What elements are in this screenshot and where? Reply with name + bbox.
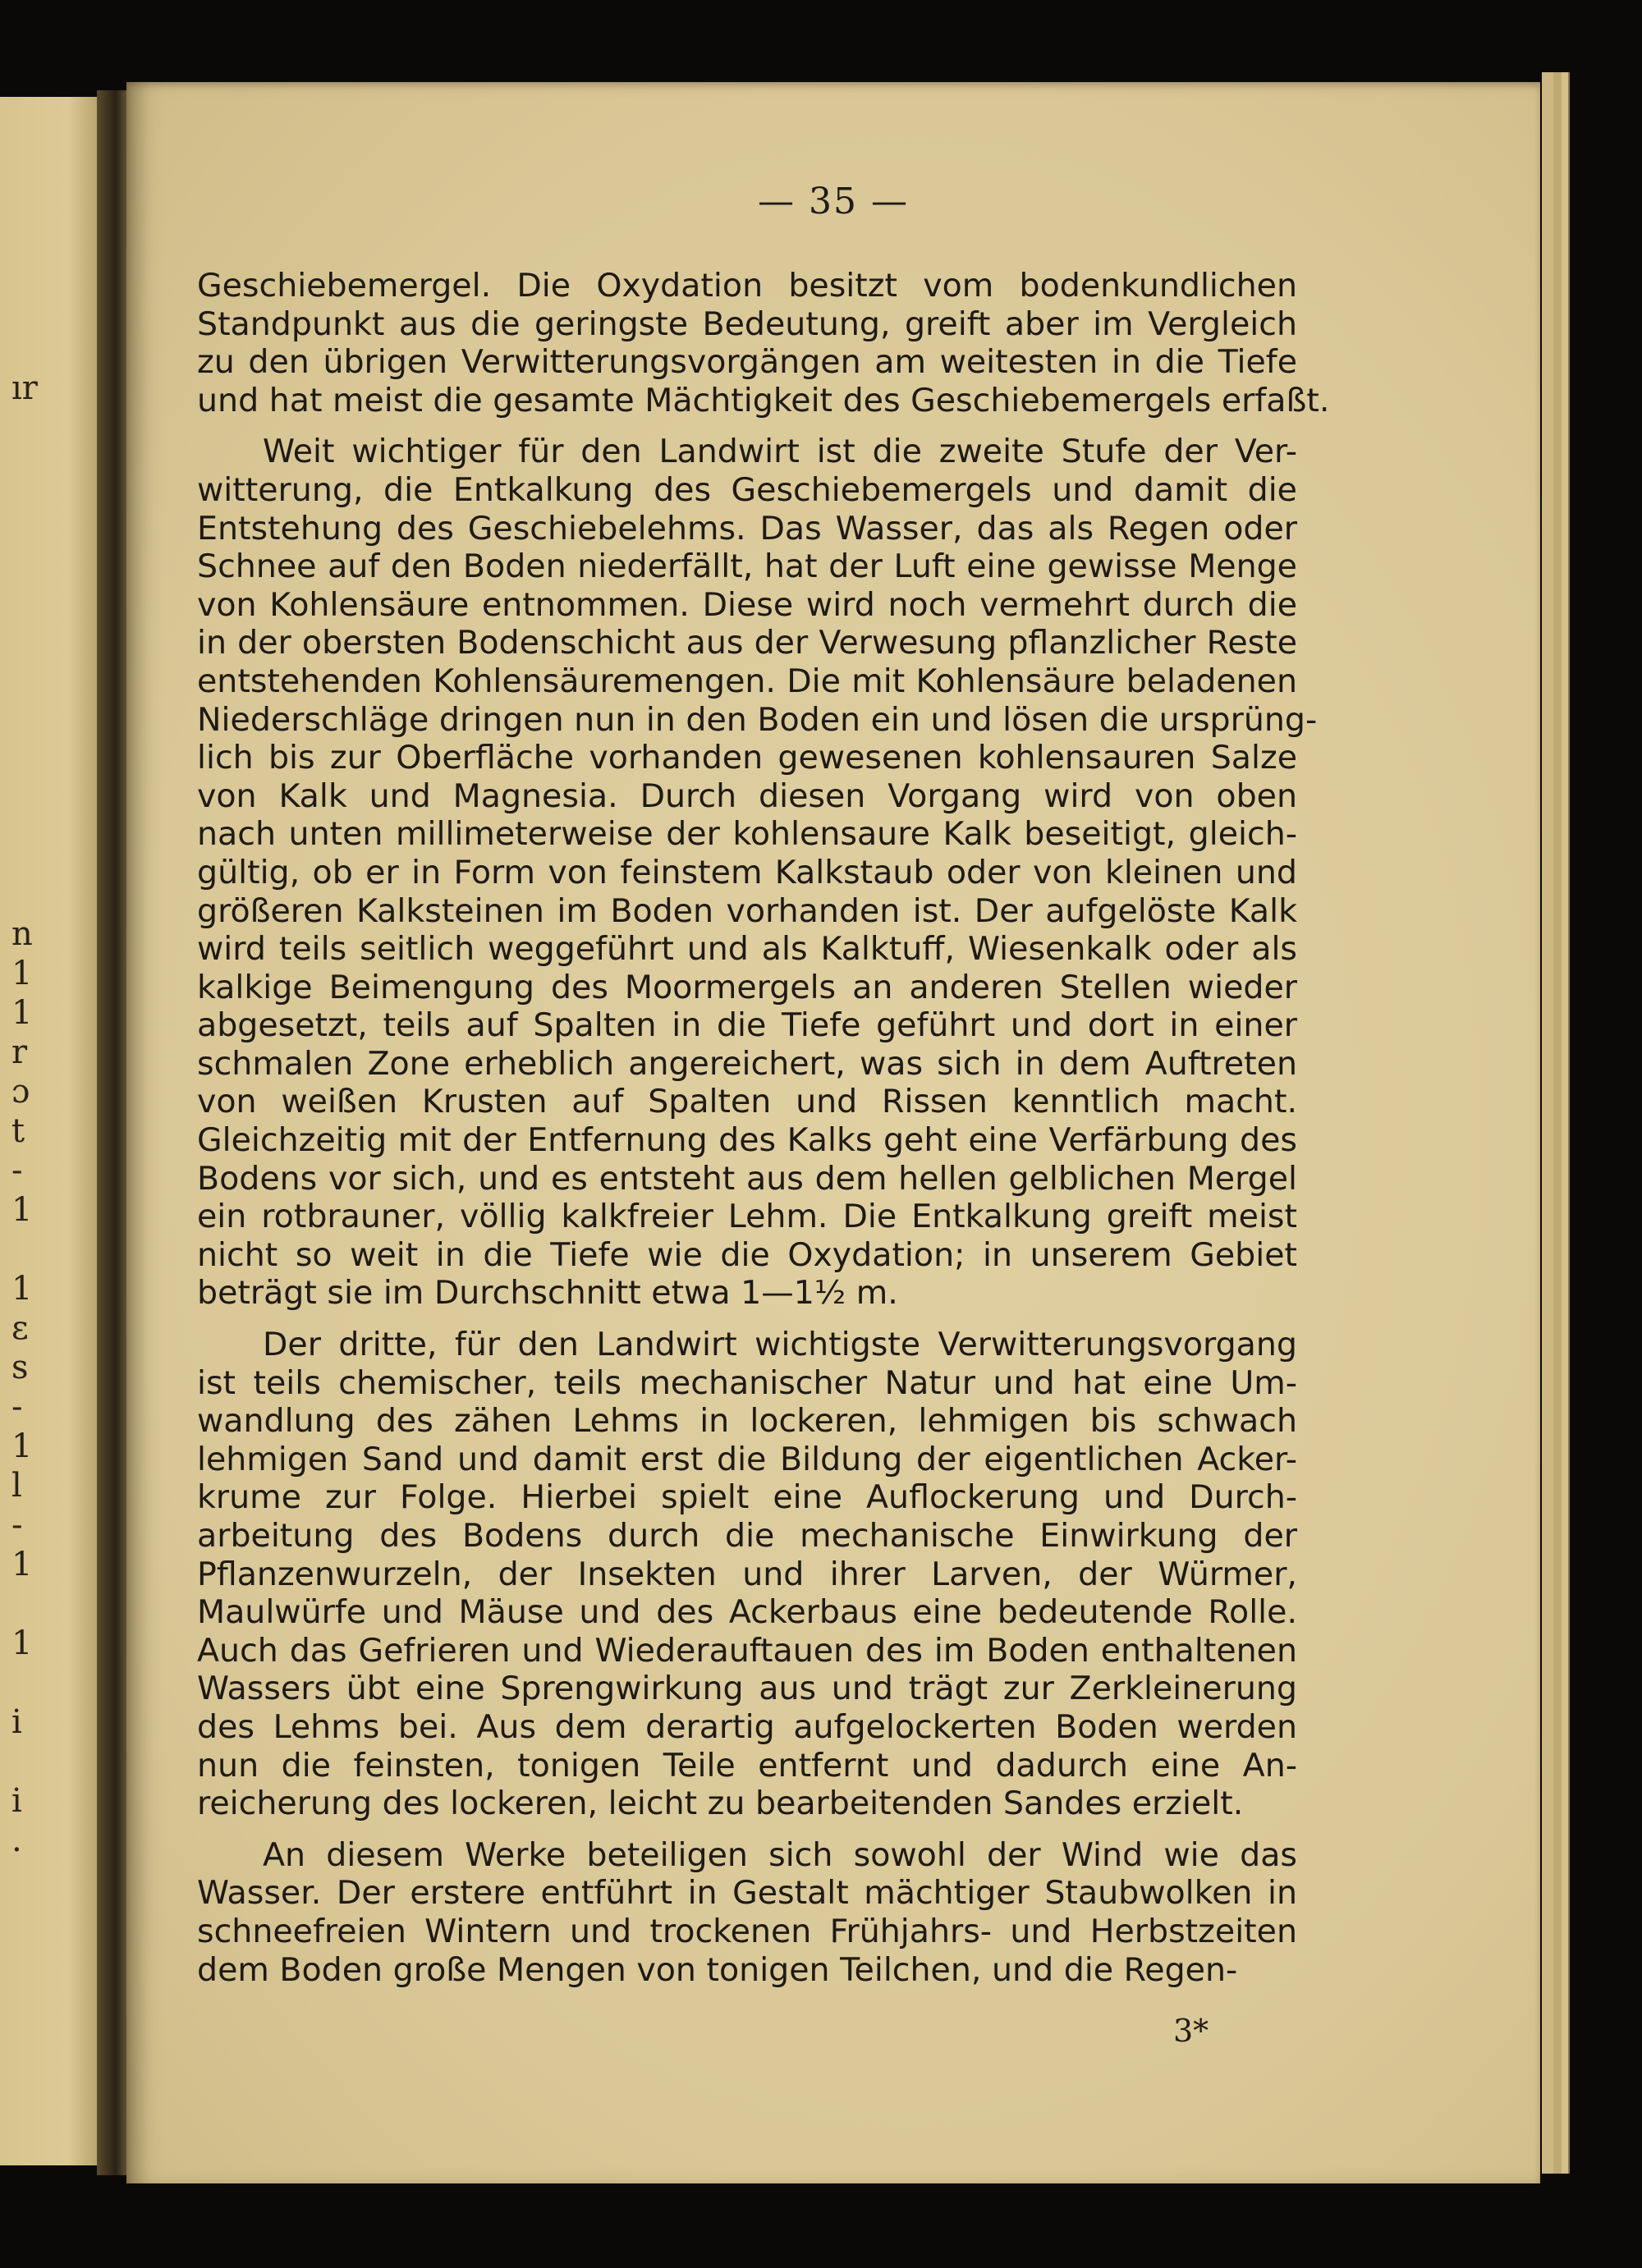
text-line: beträgt sie im Durchschnitt etwa 1—1½ m. xyxy=(197,1274,898,1313)
text-line: Gleichzeitig mit der Entfernung des Kalks geht eine Verfärbung des xyxy=(197,1121,1297,1160)
text-line: lehmigen Sand und damit erst die Bildung der eigentlichen Acker- xyxy=(197,1440,1297,1478)
text-line: ein rotbrauner, völlig kalkfreier Lehm. Die Entkalkung greift meist xyxy=(197,1198,1297,1236)
text-line: arbeitung des Bodens durch die mechanische Einwirkung der xyxy=(197,1517,1297,1555)
text-line: kalkige Beimengung des Moormergels an anderen Stellen wieder xyxy=(197,968,1297,1006)
margin-fragment: ır xyxy=(11,369,38,407)
margin-fragment: - xyxy=(11,1506,23,1544)
text-line: Pflanzenwurzeln, der Insekten und ihrer Larven, der Würmer, xyxy=(197,1555,1297,1593)
margin-fragment: i xyxy=(11,1703,22,1741)
margin-fragment: 1 xyxy=(11,1624,33,1662)
text-line: Standpunkt aus die geringste Bedeutung, greift aber im Vergleich xyxy=(197,305,1297,343)
margin-fragment: - xyxy=(11,1152,23,1189)
margin-fragment: n xyxy=(11,915,33,953)
text-line: von weißen Krusten auf Spalten und Rissen kenntlich macht. xyxy=(197,1083,1297,1121)
paragraph xyxy=(197,267,1330,419)
signature-mark: 3* xyxy=(1173,2013,1209,2049)
text-line: von Kohlensäure entnommen. Diese wird noch vermehrt durch die xyxy=(197,585,1297,624)
text-line: Wasser. Der erstere entführt in Gestalt mächtiger Staubwolken in xyxy=(197,1874,1297,1913)
page-edge xyxy=(1562,72,1570,2174)
margin-fragment: r xyxy=(11,1033,28,1071)
text-line: entstehenden Kohlensäuremengen. Die mit Kohlensäure beladenen xyxy=(197,662,1297,700)
margin-fragment: 1 xyxy=(11,994,33,1032)
text-line: krume zur Folge. Hierbei spielt eine Auflockerung und Durch- xyxy=(197,1478,1297,1517)
text-line: in der obersten Bodenschicht aus der Verwesung pflanzlicher Reste xyxy=(197,624,1297,662)
paragraph-gap xyxy=(197,1823,1297,1836)
book-page xyxy=(126,82,1540,2183)
text-line: des Lehms bei. Aus dem derartig aufgelockerten Boden werden xyxy=(197,1707,1297,1746)
text-line: von Kalk und Magnesia. Durch diesen Vorgang wird von oben xyxy=(197,777,1297,815)
margin-fragment: l xyxy=(11,1467,22,1505)
text-line: ist teils chemischer, teils mechanischer Natur und hat eine Um- xyxy=(197,1363,1297,1402)
text-line: nicht so weit in die Tiefe wie die Oxydation; in unserem Gebiet xyxy=(197,1235,1297,1274)
margin-fragment: 1 xyxy=(11,1546,33,1583)
paragraph-gap xyxy=(197,1313,1297,1326)
text-line: gültig, ob er in Form von feinstem Kalkstaub oder von kleinen und xyxy=(197,853,1297,891)
margin-fragment: 1 xyxy=(11,1270,33,1308)
text-line: Weit wichtiger für den Landwirt ist die zweite Stufe der Ver- xyxy=(263,433,1297,471)
text-line: größeren Kalksteinen im Boden vorhanden ist. Der aufgelöste Kalk xyxy=(197,891,1297,930)
text-line: Entstehung des Geschiebelehms. Das Wasser, das als Regen oder xyxy=(197,509,1297,548)
paragraph xyxy=(197,1326,1297,1823)
text-line: Auch das Gefrieren und Wiederauftauen des im Boden enthaltenen xyxy=(197,1631,1297,1670)
margin-fragment: 1 xyxy=(11,1427,33,1465)
text-line: Schnee auf den Boden niederfällt, hat der Luft eine gewisse Menge xyxy=(197,548,1297,586)
text-line: zu den übrigen Verwitterungsvorgängen am weitesten in die Tiefe xyxy=(197,343,1297,382)
text-line: Bodens vor sich, und es entsteht aus dem hellen gelblichen Mergel xyxy=(197,1159,1297,1198)
margin-fragment: . xyxy=(11,1821,22,1859)
text-line: reicherung des lockeren, leicht zu bearbeitenden Sandes erzielt. xyxy=(197,1785,1244,1823)
margin-fragment: ɔ xyxy=(11,1073,30,1111)
text-line: Niederschläge dringen nun in den Boden ein und lösen die ursprüng- xyxy=(197,700,1318,739)
text-line: Wassers übt eine Sprengwirkung aus und trägt zur Zerkleinerung xyxy=(197,1670,1297,1708)
text-line: An diesem Werke beteiligen sich sowohl der Wind wie das xyxy=(263,1835,1297,1874)
margin-fragment: s xyxy=(11,1349,29,1386)
text-line: abgesetzt, teils auf Spalten in die Tiefe geführt und dort in einer xyxy=(197,1006,1297,1045)
paragraph xyxy=(197,433,1318,1313)
text-line: lich bis zur Oberfläche vorhanden gewesenen kohlensauren Salze xyxy=(197,739,1297,777)
text-line: Maulwürfe und Mäuse und des Ackerbaus eine bedeutende Rolle. xyxy=(197,1593,1297,1632)
text-line: schmalen Zone erheblich angereichert, was sich in dem Auftreten xyxy=(197,1044,1297,1083)
text-line: nun die feinsten, tonigen Teile entfernt und dadurch eine An- xyxy=(197,1746,1297,1785)
text-line: wird teils seitlich weggeführt und als Kalktuff, Wiesenkalk oder als xyxy=(197,930,1297,969)
text-line: witterung, die Entkalkung des Geschiebemergels und damit die xyxy=(197,470,1297,509)
paragraph xyxy=(197,1836,1297,1989)
margin-fragment: - xyxy=(11,1388,23,1426)
adjacent-left-page xyxy=(0,97,97,2165)
text-line: Geschiebemergel. Die Oxydation besitzt vom bodenkundlichen xyxy=(197,267,1297,305)
text-line: Der dritte, für den Landwirt wichtigste Verwitterungsvorgang xyxy=(263,1326,1297,1364)
text-line: schneefreien Wintern und trockenen Frühjahrs- und Herbstzeiten xyxy=(197,1912,1297,1950)
margin-fragment: 1 xyxy=(11,955,33,992)
text-line: nach unten millimeterweise der kohlensaure Kalk beseitigt, gleich- xyxy=(197,815,1297,854)
text-line: dem Boden große Mengen von tonigen Teilchen, und die Regen- xyxy=(197,1950,1238,1989)
text-line: wandlung des zähen Lehms in lockeren, lehmigen bis schwach xyxy=(197,1402,1297,1441)
text-line: und hat meist die gesamte Mächtigkeit des Geschiebemergels erfaßt. xyxy=(197,381,1330,419)
margin-fragment: 1 xyxy=(11,1191,33,1229)
margin-fragment: i xyxy=(11,1782,22,1820)
paragraph-gap xyxy=(197,419,1297,433)
margin-fragment: ɛ xyxy=(11,1309,29,1347)
page-number: — 35 — xyxy=(758,181,909,222)
page-body-text xyxy=(197,267,1330,1989)
margin-fragment: t xyxy=(11,1112,25,1150)
